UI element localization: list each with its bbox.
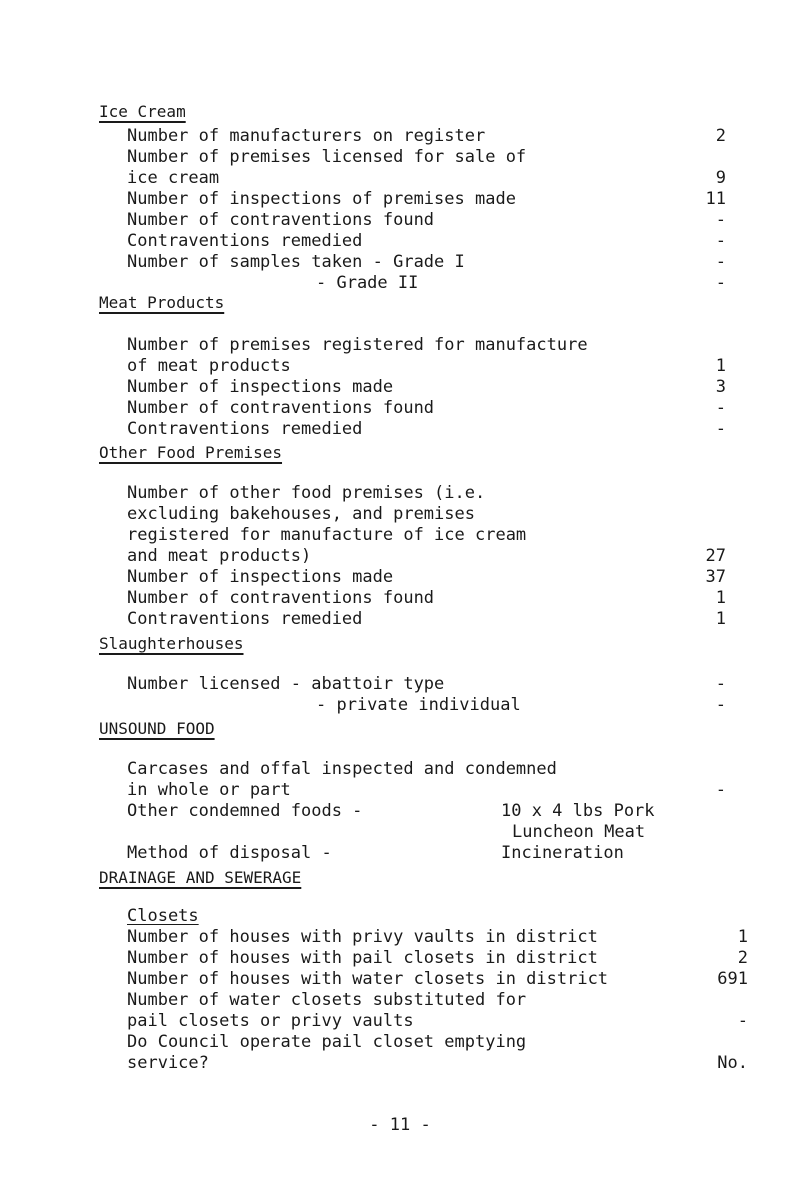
ice-cream-row <box>127 252 800 272</box>
row-value: - <box>715 419 726 439</box>
row-label: Number of contraventions found <box>127 588 435 608</box>
drainage-row <box>127 948 800 968</box>
row-label: Contraventions remedied <box>127 231 363 251</box>
other-food-row <box>127 567 800 587</box>
closets-subheading: Closets <box>127 906 199 926</box>
row-label: Number of inspections made <box>127 567 394 587</box>
drainage-row <box>127 990 800 1010</box>
slaughterhouses-row <box>127 674 800 694</box>
row-value: 1 <box>715 609 726 629</box>
other-food-row <box>127 609 800 629</box>
meat-products-row <box>127 356 800 376</box>
row-value: Incineration <box>501 843 624 863</box>
row-value: - <box>737 1011 748 1031</box>
row-label: Number of houses with pail closets in district <box>127 948 598 968</box>
row-label: and meat products) <box>127 546 312 566</box>
row-value: 11 <box>705 189 726 209</box>
row-label: service? <box>127 1053 209 1073</box>
row-label: of meat products <box>127 356 291 376</box>
slaughterhouses-row <box>127 695 800 715</box>
meat-products-heading: Meat Products <box>99 293 225 312</box>
row-value: - <box>715 210 726 230</box>
meat-products-row <box>127 335 800 355</box>
row-value: 1 <box>715 588 726 608</box>
other-food-premises-heading: Other Food Premises <box>99 443 283 462</box>
drainage-sewerage-heading: DRAINAGE AND SEWERAGE <box>99 868 302 887</box>
row-label: Contraventions remedied <box>127 609 363 629</box>
ice-cream-row <box>127 273 800 293</box>
row-value: - <box>715 398 726 418</box>
row-value: - <box>715 780 726 800</box>
row-label: Do Council operate pail closet emptying <box>127 1032 527 1052</box>
other-food-row <box>127 546 800 566</box>
other-food-row <box>127 483 800 503</box>
row-value: 1 <box>715 356 726 376</box>
unsound-food-heading: UNSOUND FOOD <box>99 719 215 738</box>
row-value: 27 <box>705 546 726 566</box>
row-value: - <box>715 674 726 694</box>
row-label: Number of other food premises (i.e. <box>127 483 486 503</box>
row-label: Number of contraventions found <box>127 398 435 418</box>
other-food-row <box>127 525 800 545</box>
meat-products-row <box>127 419 800 439</box>
row-label: - Grade II <box>316 273 419 293</box>
row-value: 37 <box>705 567 726 587</box>
row-value: 10 x 4 lbs Pork <box>501 801 655 821</box>
row-value: 3 <box>715 377 726 397</box>
row-value: - <box>715 231 726 251</box>
row-label: Number of water closets substituted for <box>127 990 527 1010</box>
row-label: excluding bakehouses, and premises <box>127 504 475 524</box>
row-label: Number of inspections of premises made <box>127 189 516 209</box>
row-label: Method of disposal - <box>127 843 332 863</box>
row-value: - <box>715 273 726 293</box>
row-value: Luncheon Meat <box>512 822 646 842</box>
ice-cream-row <box>127 210 800 230</box>
ice-cream-row <box>127 231 800 251</box>
row-value: - <box>715 252 726 272</box>
row-value: 9 <box>715 168 726 188</box>
meat-products-row <box>127 377 800 397</box>
row-label: Number of contraventions found <box>127 210 435 230</box>
row-label: Number of houses with water closets in district <box>127 969 609 989</box>
drainage-row <box>127 969 800 989</box>
row-label: Number of inspections made <box>127 377 394 397</box>
other-food-row <box>127 504 800 524</box>
drainage-row <box>127 1053 800 1073</box>
row-value: 2 <box>737 948 748 968</box>
drainage-row <box>127 1011 800 1031</box>
row-label: registered for manufacture of ice cream <box>127 525 527 545</box>
page-number: - 11 - <box>369 1115 431 1135</box>
other-food-row <box>127 588 800 608</box>
row-label: Number of manufacturers on register <box>127 126 486 146</box>
row-label: ice cream <box>127 168 220 188</box>
ice-cream-row <box>127 189 800 209</box>
unsound-food-row <box>127 801 800 821</box>
row-label: Number of premises registered for manufacture <box>127 335 588 355</box>
row-label: Number of samples taken - Grade I <box>127 252 465 272</box>
row-label: Contraventions remedied <box>127 419 363 439</box>
ice-cream-row <box>127 126 800 146</box>
unsound-food-row <box>127 780 800 800</box>
unsound-food-row <box>127 843 800 863</box>
row-label: pail closets or privy vaults <box>127 1011 414 1031</box>
row-label: Number licensed - abattoir type <box>127 674 445 694</box>
row-value: 1 <box>737 927 748 947</box>
row-label: Number of premises licensed for sale of <box>127 147 527 167</box>
row-value: 691 <box>717 969 748 989</box>
row-label: Other condemned foods - <box>127 801 363 821</box>
row-value: No. <box>717 1053 748 1073</box>
drainage-row <box>127 927 800 947</box>
drainage-row <box>127 1032 800 1052</box>
unsound-food-row <box>127 759 800 779</box>
meat-products-row <box>127 398 800 418</box>
row-value: - <box>715 695 726 715</box>
row-label: in whole or part <box>127 780 291 800</box>
ice-cream-row <box>127 168 800 188</box>
unsound-food-row <box>127 822 800 842</box>
row-value: 2 <box>715 126 726 146</box>
row-label: Carcases and offal inspected and condemned <box>127 759 557 779</box>
row-label: - private individual <box>316 695 521 715</box>
slaughterhouses-heading: Slaughterhouses <box>99 634 244 653</box>
row-label: Number of houses with privy vaults in district <box>127 927 598 947</box>
ice-cream-heading: Ice Cream <box>99 102 186 121</box>
ice-cream-row <box>127 147 800 167</box>
